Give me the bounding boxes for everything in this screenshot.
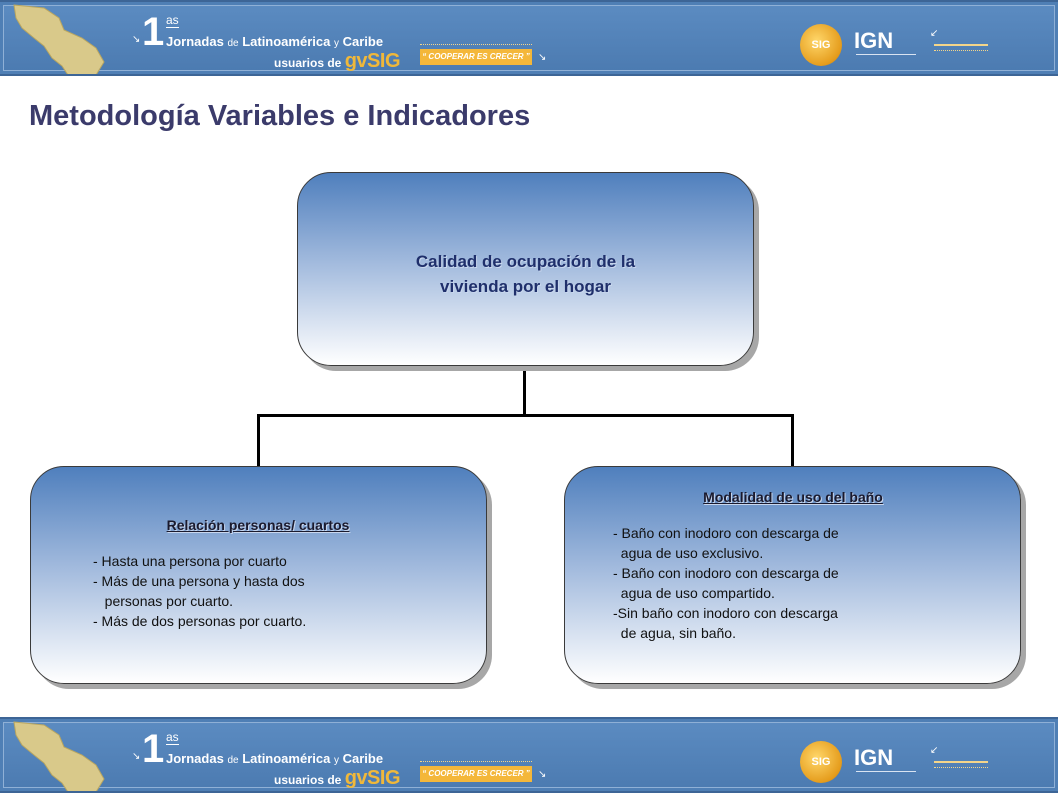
arrow-icon: ↘ bbox=[132, 751, 141, 762]
right-node-item: agua de uso compartido. bbox=[613, 585, 775, 601]
slogan-badge: “ COOPERAR ES CRECER ” bbox=[420, 49, 532, 65]
slogan-dots bbox=[420, 44, 532, 45]
banner-usuarios: usuarios de bbox=[274, 56, 342, 70]
left-node-heading: Relación personas/ cuartos bbox=[166, 517, 350, 533]
slogan-dots bbox=[420, 761, 532, 762]
latin-america-map-icon bbox=[4, 717, 124, 793]
slogan-badge: “ COOPERAR ES CRECER ” bbox=[420, 766, 532, 782]
header-banner bbox=[0, 0, 1058, 76]
banner-word-latinoamerica: Latinoamérica bbox=[242, 751, 331, 766]
edition-number: 1 bbox=[142, 727, 165, 771]
banner-inner bbox=[3, 722, 1055, 788]
right-node-item: -Sin baño con inodoro con descarga bbox=[613, 605, 838, 621]
gvsig-logo-icon: SIG bbox=[800, 741, 842, 783]
footer-banner bbox=[0, 717, 1058, 793]
banner-word-de: de bbox=[227, 38, 239, 49]
connector-vertical-left bbox=[257, 414, 260, 466]
diagram-right-node bbox=[564, 466, 1021, 684]
right-node-item: de agua, sin baño. bbox=[613, 625, 736, 641]
arrow-icon: ↘ bbox=[538, 52, 547, 63]
left-node-item: - Más de dos personas por cuarto. bbox=[93, 613, 307, 629]
page-title: Metodología Variables e Indicadores bbox=[29, 100, 531, 132]
banner-word-jornadas: Jornadas bbox=[166, 751, 224, 766]
banner-word-de: de bbox=[227, 755, 239, 766]
gvsig-brand: gvSIG bbox=[344, 50, 400, 72]
edition-number: 1 bbox=[142, 10, 165, 54]
connector-vertical-right bbox=[791, 414, 794, 466]
diagram-root-node bbox=[297, 172, 754, 366]
banner-line2 bbox=[274, 50, 400, 73]
left-node-content bbox=[93, 517, 423, 631]
right-node-item: - Baño con inodoro con descarga de bbox=[613, 525, 839, 541]
right-node-item: agua de uso exclusivo. bbox=[613, 545, 764, 561]
connector-vertical-root bbox=[523, 366, 526, 416]
ign-logo: IGN bbox=[854, 28, 894, 53]
banner-word-jornadas: Jornadas bbox=[166, 34, 224, 49]
banner-word-latinoamerica: Latinoamérica bbox=[242, 34, 331, 49]
diagram-left-node bbox=[30, 466, 487, 684]
root-label-line2: vivienda por el hogar bbox=[440, 277, 611, 296]
decor-line bbox=[934, 767, 988, 768]
arrow-icon: ↘ bbox=[132, 34, 141, 45]
root-label-line1: Calidad de ocupación de la bbox=[415, 252, 636, 271]
edition-superscript: as bbox=[166, 730, 179, 744]
banner-word-caribe: Caribe bbox=[342, 751, 384, 766]
left-node-item: personas por cuarto. bbox=[93, 593, 234, 609]
decor-line bbox=[934, 44, 988, 46]
banner-word-y: y bbox=[333, 38, 339, 49]
gvsig-brand: gvSIG bbox=[344, 767, 400, 789]
gvsig-logo-icon: SIG bbox=[800, 24, 842, 66]
arrow-icon: ↙ bbox=[930, 745, 939, 756]
banner-line1 bbox=[166, 34, 383, 49]
right-node-heading: Modalidad de uso del baño bbox=[703, 489, 883, 505]
banner-line2 bbox=[274, 767, 400, 790]
left-node-item: - Hasta una persona por cuarto bbox=[93, 553, 287, 569]
connector-horizontal bbox=[257, 414, 794, 417]
ign-subline bbox=[856, 771, 916, 772]
banner-word-caribe: Caribe bbox=[342, 34, 384, 49]
ign-subline bbox=[856, 54, 916, 55]
decor-line bbox=[934, 50, 988, 51]
ign-logo: IGN bbox=[854, 745, 894, 770]
left-node-item: - Más de una persona y hasta dos bbox=[93, 573, 305, 589]
latin-america-map-icon bbox=[4, 0, 124, 76]
edition-superscript: as bbox=[166, 13, 179, 27]
banner-word-y: y bbox=[333, 755, 339, 766]
banner-inner bbox=[3, 5, 1055, 71]
root-node-label bbox=[298, 249, 753, 299]
banner-usuarios: usuarios de bbox=[274, 773, 342, 787]
decor-line bbox=[934, 761, 988, 763]
arrow-icon: ↘ bbox=[538, 769, 547, 780]
right-node-content bbox=[613, 489, 973, 643]
arrow-icon: ↙ bbox=[930, 28, 939, 39]
banner-line1 bbox=[166, 751, 383, 766]
right-node-item: - Baño con inodoro con descarga de bbox=[613, 565, 839, 581]
